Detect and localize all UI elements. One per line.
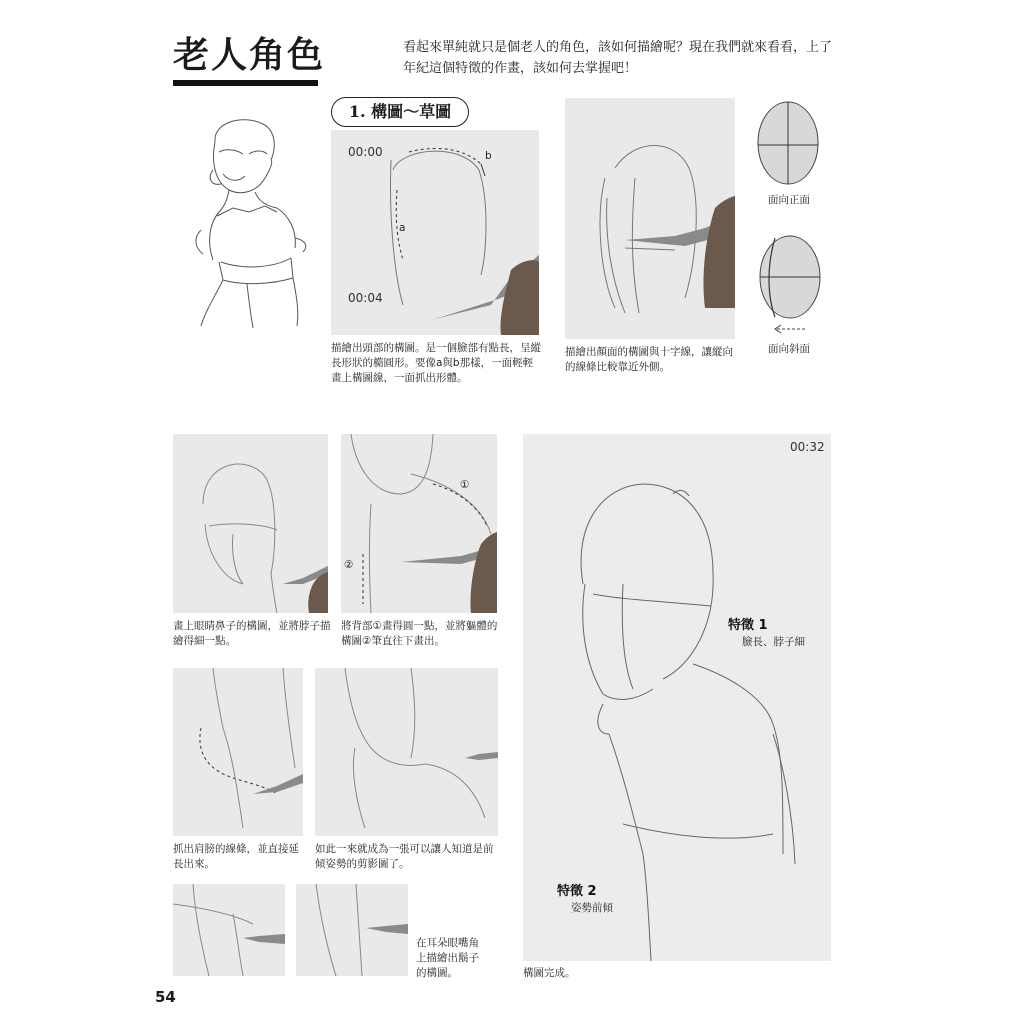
label-front: 面向正面: [768, 194, 810, 206]
feature1-title: 特徵 1: [728, 618, 768, 633]
guide-label-a: a: [399, 222, 406, 234]
caption-final: 構圖完成。: [523, 967, 576, 979]
page-number: 54: [155, 988, 176, 1006]
diagram-oblique-oval: [757, 235, 827, 335]
page-title: 老人角色: [173, 35, 326, 76]
guide-label-b: b: [485, 150, 492, 162]
photo-silhouette: [315, 668, 498, 836]
photo-face-cross: [565, 98, 735, 339]
photo-ear-detail: [173, 884, 285, 976]
feature2-title: 特徵 2: [557, 884, 597, 899]
step-title: 1. 構圖～草圖: [331, 97, 469, 127]
caption-panel3: 畫上眼睛鼻子的構圖，並將脖子描繪得細一點。: [173, 620, 331, 647]
feature2-subtitle: 姿勢前傾: [571, 902, 613, 914]
timestamp-start: 00:00: [348, 145, 383, 159]
timestamp-final: 00:32: [790, 440, 825, 454]
intro-text: 看起來單純就只是個老人的角色，該如何描繪呢？現在我們就來看看，上了年紀這個特徵的作畫，該如何去掌握吧！: [403, 40, 833, 76]
timestamp-end: 00:04: [348, 291, 383, 305]
caption-panel6: 如此一來就成為一張可以讓人知道是前傾姿勢的剪影圖了。: [315, 843, 494, 870]
caption-panel2: 描繪出顏面的構圖與十字線，讓縱向的線條比較靠近外側。: [565, 346, 733, 373]
photo-shoulder: [173, 668, 303, 836]
old-man-sketch: [193, 112, 313, 332]
caption-panel5: 抓出肩膀的線條，並直接延長出來。: [173, 843, 299, 870]
label-oblique: 面向斜面: [768, 343, 810, 355]
diagram-front-oval: [757, 101, 819, 185]
feature1-subtitle: 臉長、脖子細: [742, 636, 805, 648]
title-underline: [173, 80, 318, 86]
marker-1: ①: [460, 479, 470, 491]
caption-panel4: 將背部①畫得圓一點，並將軀體的構圖②筆直往下畫出。: [341, 620, 498, 647]
caption-panel1: 描繪出頭部的構圖。是一個臉部有點長，呈縱長形狀的橢圓形。要像a與b那樣，一面輕輕畫上構圖線，一面抓出形體。: [331, 342, 541, 384]
marker-2: ②: [344, 559, 354, 571]
photo-back-body: [341, 434, 497, 613]
photo-eyes-nose: [173, 434, 328, 613]
photo-beard-detail: [296, 884, 408, 976]
caption-panel8: 在耳朵眼嘴角上描繪出鬍子的構圖。: [416, 937, 479, 979]
